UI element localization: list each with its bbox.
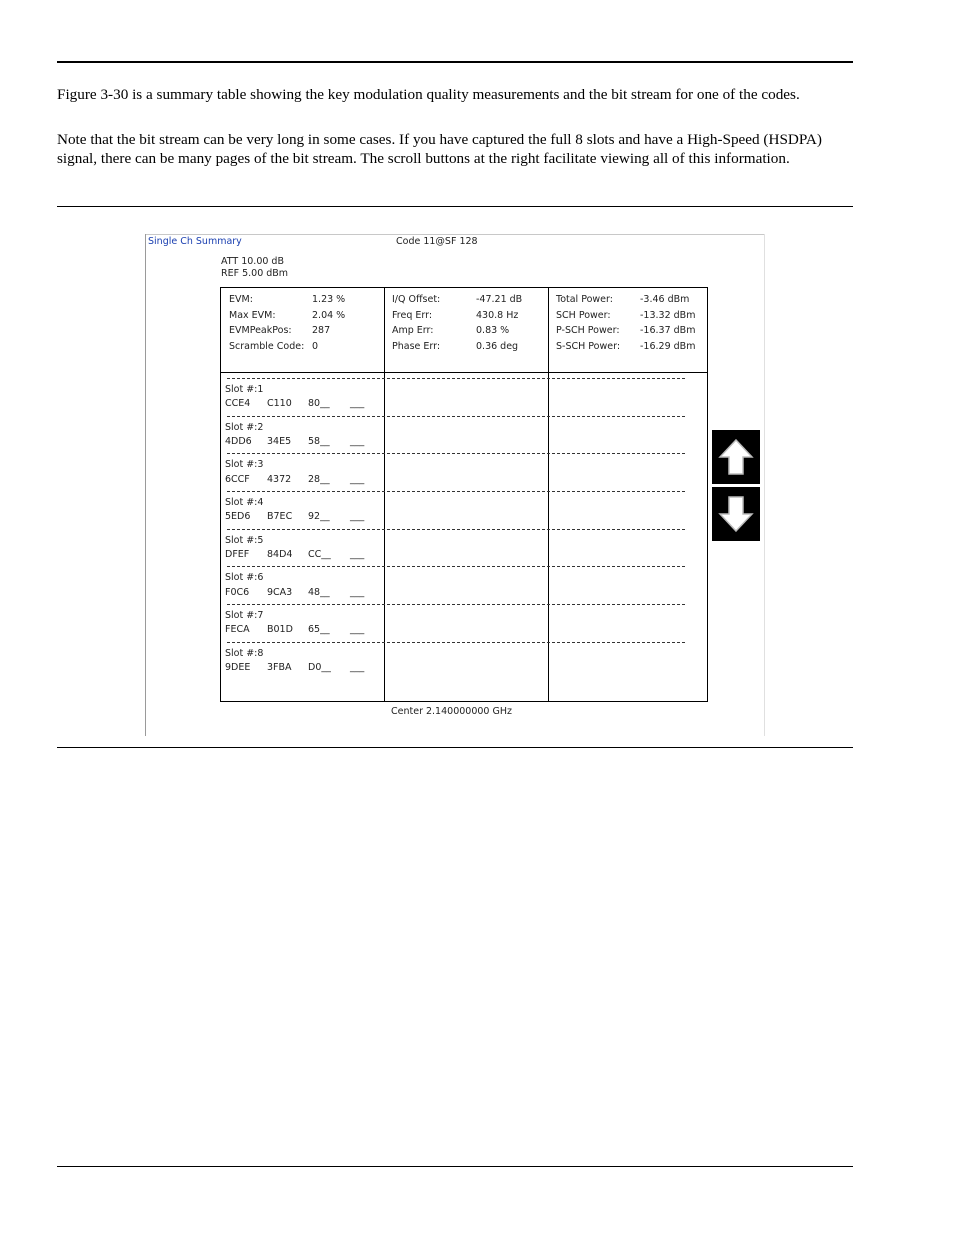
evm-label: EVM:: [229, 294, 253, 305]
scroll-down-button[interactable]: [712, 487, 760, 541]
footer-rule: [57, 1166, 853, 1167]
figure-top-rule: [57, 206, 853, 207]
code-label: Code 11@SF 128: [396, 236, 478, 247]
slot-word-3: 92__: [308, 511, 330, 522]
slot-label: Slot #:3: [225, 459, 264, 470]
figure-bottom-rule: [57, 747, 853, 748]
evm-peak-pos-label: EVMPeakPos:: [229, 325, 292, 336]
slot-word-4: ___: [350, 436, 365, 447]
slot-word-3: D0__: [308, 662, 331, 673]
total-power-label: Total Power:: [556, 294, 613, 305]
slot-word-1: FECA: [225, 624, 250, 635]
slot-word-4: ___: [350, 624, 365, 635]
p-sch-power-value: -16.37 dBm: [640, 325, 696, 336]
slot-word-3: 80__: [308, 398, 330, 409]
slot-word-1: 9DEE: [225, 662, 251, 673]
slot-word-2: B7EC: [267, 511, 293, 522]
slot-word-2: 84D4: [267, 549, 293, 560]
total-power-value: -3.46 dBm: [640, 294, 690, 305]
s-sch-power-value: -16.29 dBm: [640, 341, 696, 352]
s-sch-power-label: S-SCH Power:: [556, 341, 621, 352]
slot-word-4: ___: [350, 511, 365, 522]
slot-word-4: ___: [350, 474, 365, 485]
ref-label: REF 5.00 dBm: [221, 268, 289, 279]
freq-err-label: Freq Err:: [392, 310, 433, 321]
slot-word-1: CCE4: [225, 398, 251, 409]
slot-word-2: 4372: [267, 474, 292, 485]
slot-word-3: 65__: [308, 624, 330, 635]
paragraph-1: Figure 3-30 is a summary table showing the key modulation quality measurements and the bit stream for one of the codes.: [57, 86, 800, 103]
slot-label: Slot #:6: [225, 572, 264, 583]
slot-word-4: ___: [350, 662, 365, 673]
arrow-up-icon: [718, 437, 754, 477]
summary-table: [220, 287, 708, 702]
max-evm-value: 2.04 %: [312, 310, 346, 321]
phase-err-label: Phase Err:: [392, 341, 441, 352]
paragraph-2: Note that the bit stream can be very long in some cases. If you have captured the full 8 slots and have a High-Speed (HSDPA) signal, there can be many pages of the bit stream. The scroll buttons at the right facilitate viewing all of this information.: [57, 131, 822, 167]
slot-word-2: 34E5: [267, 436, 292, 447]
scramble-code-label: Scramble Code:: [229, 341, 305, 352]
slot-word-1: F0C6: [225, 587, 250, 598]
slot-word-1: DFEF: [225, 549, 250, 560]
slot-label: Slot #:5: [225, 535, 264, 546]
slot-word-4: ___: [350, 587, 365, 598]
slot-word-3: 28__: [308, 474, 330, 485]
slot-word-2: 9CA3: [267, 587, 293, 598]
freq-err-value: 430.8 Hz: [476, 310, 519, 321]
slot-word-1: 5ED6: [225, 511, 251, 522]
top-rule: [57, 61, 853, 63]
evm-peak-pos-value: 287: [312, 325, 331, 336]
slot-word-3: 58__: [308, 436, 330, 447]
slot-word-4: ___: [350, 549, 365, 560]
iq-offset-label: I/Q Offset:: [392, 294, 441, 305]
slot-word-2: B01D: [267, 624, 293, 635]
slot-word-3: 48__: [308, 587, 330, 598]
sch-power-value: -13.32 dBm: [640, 310, 696, 321]
slot-label: Slot #:8: [225, 648, 264, 659]
slot-word-4: ___: [350, 398, 365, 409]
scramble-code-value: 0: [312, 341, 319, 352]
instrument-screenshot: [145, 234, 765, 736]
slot-label: Slot #:7: [225, 610, 264, 621]
slot-label: Slot #:4: [225, 497, 264, 508]
amp-err-label: Amp Err:: [392, 325, 434, 336]
phase-err-value: 0.36 deg: [476, 341, 519, 352]
arrow-down-icon: [718, 494, 754, 534]
center-frequency: Center 2.140000000 GHz: [391, 706, 512, 717]
p-sch-power-label: P-SCH Power:: [556, 325, 620, 336]
evm-value: 1.23 %: [312, 294, 346, 305]
slot-label: Slot #:2: [225, 422, 264, 433]
amp-err-value: 0.83 %: [476, 325, 510, 336]
slot-word-2: 3FBA: [267, 662, 292, 673]
iq-offset-value: -47.21 dB: [476, 294, 523, 305]
slot-word-1: 4DD6: [225, 436, 252, 447]
att-label: ATT 10.00 dB: [221, 256, 284, 267]
slot-word-2: C110: [267, 398, 292, 409]
slot-word-1: 6CCF: [225, 474, 250, 485]
sch-power-label: SCH Power:: [556, 310, 611, 321]
scroll-up-button[interactable]: [712, 430, 760, 484]
max-evm-label: Max EVM:: [229, 310, 276, 321]
screen-title: Single Ch Summary: [148, 236, 242, 247]
slot-label: Slot #:1: [225, 384, 264, 395]
slot-word-3: CC__: [308, 549, 331, 560]
